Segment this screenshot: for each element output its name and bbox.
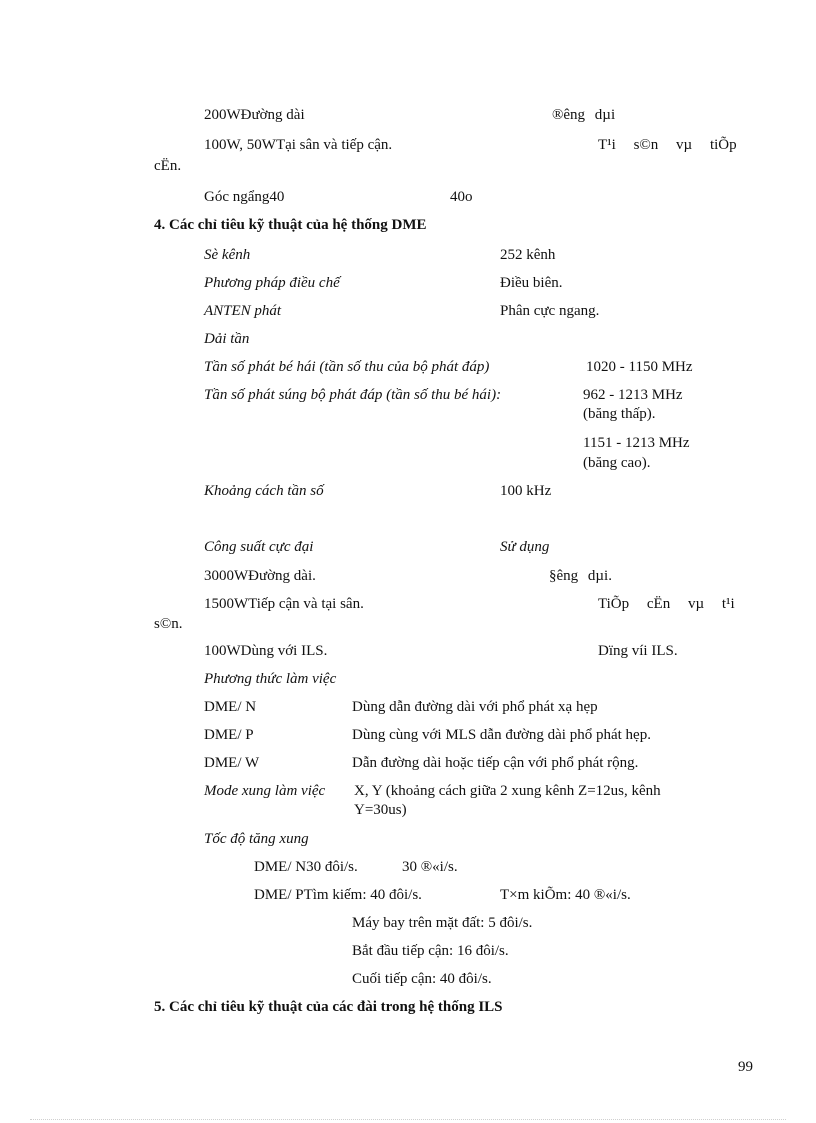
elevation-label: Góc ngẩng40 <box>204 189 285 205</box>
spacing-label: Khoảng cách tần số <box>204 483 324 499</box>
pulse-mode-label: Mode xung làm việc <box>204 783 326 799</box>
elevation-value: 40o <box>450 189 473 205</box>
spacing-value: 100 kHz <box>500 483 552 499</box>
mode-desc: Dẫn đường dài hoặc tiếp cận với phổ phát rộng. <box>352 755 639 771</box>
page-bottom-rule <box>30 1119 786 1120</box>
transponder-freq-low: 962 - 1213 MHz <box>583 387 683 403</box>
rate-dme-n-value: 30 ®«i/s. <box>402 859 458 875</box>
rate-approach-end: Cuối tiếp cận: 40 đôi/s. <box>352 971 492 987</box>
antenna-label: ANTEN phát <box>204 303 282 319</box>
power-1500w-cont: s©n. <box>154 616 183 632</box>
mode-desc: Dùng cùng với MLS dẫn đường dài phổ phát hẹp. <box>352 727 651 743</box>
power-value-200w: ®êng dµi <box>552 107 616 123</box>
section-4-heading: 4. Các chỉ tiêu kỹ thuật của hệ thống DME <box>154 217 427 233</box>
interrogator-freq-value: 1020 - 1150 MHz <box>586 359 693 375</box>
mode-name: DME/ N <box>204 699 257 715</box>
mode-desc: Dùng dẫn đường dài với phổ phát xạ hẹp <box>352 699 598 715</box>
power-value-100w: T¹i s©n vµ tiÕp <box>598 137 737 153</box>
max-power-label: Công suất cực đại <box>204 539 314 555</box>
transponder-freq-low-note: (băng thấp). <box>583 406 656 422</box>
modulation-value: Điều biên. <box>500 275 563 291</box>
section-5-heading: 5. Các chỉ tiêu kỹ thuật của các đài trong hệ thống ILS <box>154 999 503 1015</box>
power-1500w-value: TiÕp cËn vµ t¹i <box>598 596 735 612</box>
mode-name: DME/ P <box>204 727 254 743</box>
transponder-freq-high: 1151 - 1213 MHz <box>583 435 690 451</box>
page-number: 99 <box>738 1059 753 1075</box>
transponder-freq-label: Tần số phát súng bộ phát đáp (tần số thu bé hái): <box>204 387 502 403</box>
rate-dme-p-value: T×m kiÕm: 40 ®«i/s. <box>500 887 631 903</box>
mode-name: DME/ W <box>204 755 260 771</box>
power-100w-label: 100WDùng với ILS. <box>204 643 328 659</box>
transponder-freq-high-note: (băng cao). <box>583 455 651 471</box>
power-1500w-label: 1500WTiếp cận và tại sân. <box>204 596 364 612</box>
interrogator-freq-label: Tần số phát bé hái (tần số thu của bộ phát đáp) <box>204 359 490 375</box>
power-3000w-value: §êng dµi. <box>549 568 612 584</box>
rate-dme-n-label: DME/ N30 đôi/s. <box>254 859 358 875</box>
pulse-rate-heading: Tốc độ tăng xung <box>204 831 309 847</box>
channels-value: 252 kênh <box>500 247 556 263</box>
band-label: Dải tần <box>204 331 250 347</box>
pulse-mode-line1: X, Y (khoảng cách giữa 2 xung kênh Z=12us, kênh <box>354 783 661 799</box>
modes-heading: Phương thức làm việc <box>204 671 337 687</box>
power-100w-value: Dïng víi ILS. <box>598 643 678 659</box>
usage-label: Sử dụng <box>500 539 550 555</box>
power-value-100w-cont: cËn. <box>154 158 182 174</box>
power-3000w-label: 3000WĐường dài. <box>204 568 316 584</box>
channels-label: Sè kênh <box>204 247 251 263</box>
rate-ground: Máy bay trên mặt đất: 5 đôi/s. <box>352 915 533 931</box>
power-label-100w: 100W, 50WTại sân và tiếp cận. <box>204 137 393 153</box>
power-label-200w: 200WĐường dài <box>204 107 305 123</box>
modulation-label: Phương pháp điều chế <box>204 275 340 291</box>
pulse-mode-line2: Y=30us) <box>354 802 407 818</box>
rate-approach-start: Bắt đầu tiếp cận: 16 đôi/s. <box>352 943 509 959</box>
rate-dme-p-label: DME/ PTìm kiếm: 40 đôi/s. <box>254 887 422 903</box>
antenna-value: Phân cực ngang. <box>500 303 600 319</box>
